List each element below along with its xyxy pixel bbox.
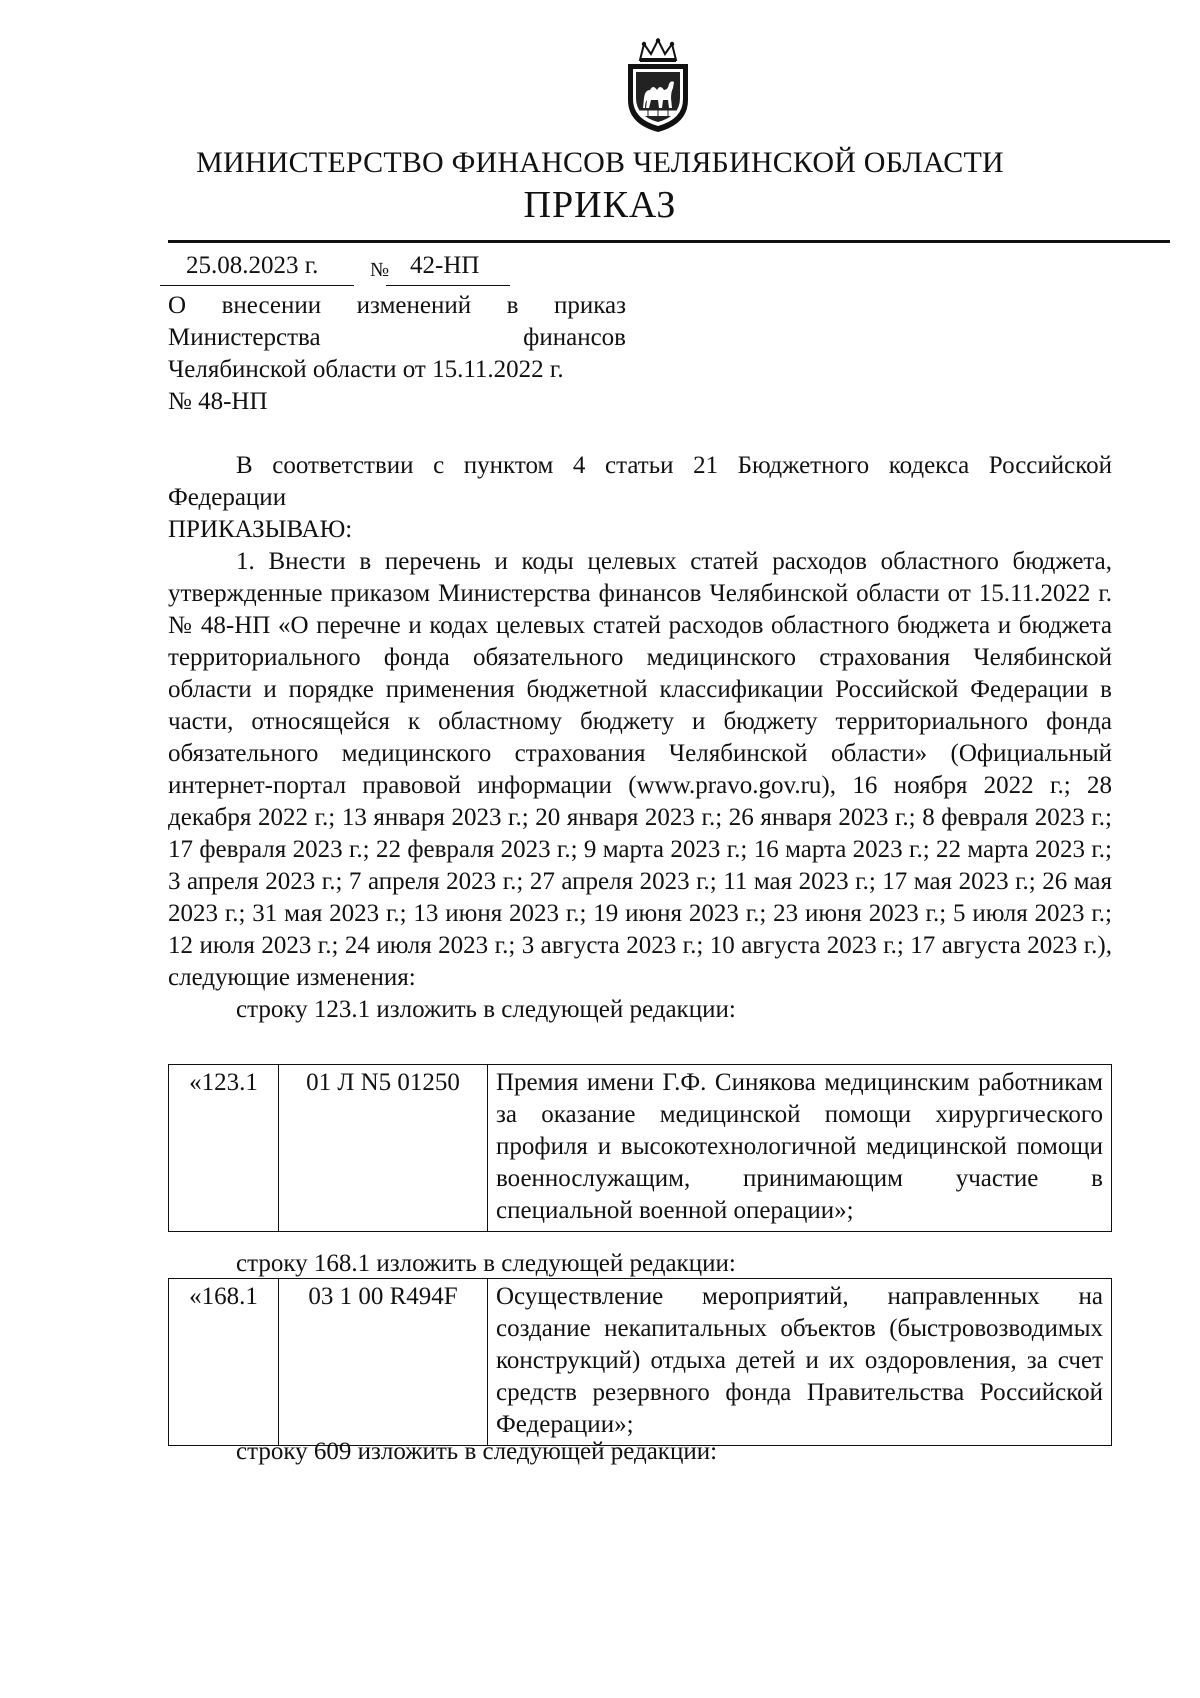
table-row <box>169 1279 1112 1446</box>
table-row <box>169 1065 1112 1232</box>
row-168-intro-block <box>168 1248 1112 1280</box>
preamble-paragraph: В соответствии с пунктом 4 статьи 21 Бюджетного кодекса Российской Федерации <box>168 452 1112 511</box>
amendment-table-168 <box>168 1278 1112 1446</box>
order-date-underline <box>160 285 354 286</box>
row-168-intro: строку 168.1 изложить в следующей редакции: <box>236 1250 736 1277</box>
subject-line: № 48-НП <box>168 388 268 415</box>
row-number-cell: «123.1 <box>169 1065 279 1232</box>
subject-line: О внесении изменений в приказ <box>168 292 626 319</box>
row-609-intro: строку 609 изложить в следующей редакции: <box>236 1438 718 1465</box>
target-code-cell: 03 1 00 R494F <box>279 1279 488 1446</box>
command-word: ПРИКАЗЫВАЮ: <box>168 516 353 543</box>
row-609-intro-block <box>168 1436 1112 1468</box>
order-subject <box>168 290 626 418</box>
subject-line: Челябинской области от 15.11.2022 г. <box>168 356 564 383</box>
row-123-intro: строку 123.1 изложить в следующей редакции: <box>236 996 736 1023</box>
order-date: 25.08.2023 г. <box>186 252 319 279</box>
order-body <box>168 450 1112 1026</box>
subject-line: Министерства финансов <box>168 324 626 351</box>
description-cell: Премия имени Г.Ф. Синякова медицинским работникам за оказание медицинской помощи хирургического профиля и высокотехнологичной медицинской помощи военнослужащим, принимающим участие в специальной военной операции»; <box>488 1065 1112 1232</box>
target-code-cell: 01 Л N5 01250 <box>279 1065 488 1232</box>
amendment-table-123 <box>168 1064 1112 1232</box>
order-number-underline <box>386 285 510 286</box>
order-number: 42-НП <box>410 252 480 279</box>
description-cell: Осуществление мероприятий, направленных на создание некапитальных объектов (быстровозводимых конструкций) отдыха детей и их оздоровления, за счет средств резервного фонда Правительства Российской Федерации»; <box>488 1279 1112 1446</box>
document-type-title: ПРИКАЗ <box>523 184 677 226</box>
header-rule <box>168 240 1170 243</box>
order-number-sign: № <box>370 259 390 281</box>
row-number-cell: «168.1 <box>169 1279 279 1446</box>
item-1-paragraph: 1. Внести в перечень и коды целевых статей расходов областного бюджета, утвержденные приказом Министерства финансов Челябинской области от 15.11.2022 г. № 48-НП «О перечне и кодах целевых статей расходов областного бюджета и бюджета территориального фонда обязательного медицинского страхования Челябинской области и порядке применения бюджетной классификации Российской Федерации в части, относящейся к областному бюджету и бюджету территориального фонда обязательного медицинского страхования Челябинской области» (Официальный интернет-портал правовой информации (www.pravo.gov.ru), 16 ноября 2022 г.; 28 декабря 2022 г.; 13 января 2023 г.; 20 января 2023 г.; 26 января 2023 г.; 8 февраля 2023 г.; 17 февраля 2023 г.; 22 февраля 2023 г.; 9 марта 2023 г.; 16 марта 2023 г.; 22 марта 2023 г.; 3 апреля 2023 г.; 7 апреля 2023 г.; 27 апреля 2023 г.; 11 мая 2023 г.; 17 мая 2023 г.; 26 мая 2023 г.; 31 мая 2023 г.; 13 июня 2023 г.; 19 июня 2023 г.; 23 июня 2023 г.; 5 июля 2023 г.; 12 июля 2023 г.; 24 июля 2023 г.; 3 августа 2023 г.; 10 августа 2023 г.; 17 августа 2023 г.), следующие изменения: <box>168 548 1112 991</box>
ministry-name: МИНИСТЕРСТВО ФИНАНСОВ ЧЕЛЯБИНСКОЙ ОБЛАСТИ <box>196 146 1004 179</box>
coat-of-arms-emblem <box>618 38 698 134</box>
